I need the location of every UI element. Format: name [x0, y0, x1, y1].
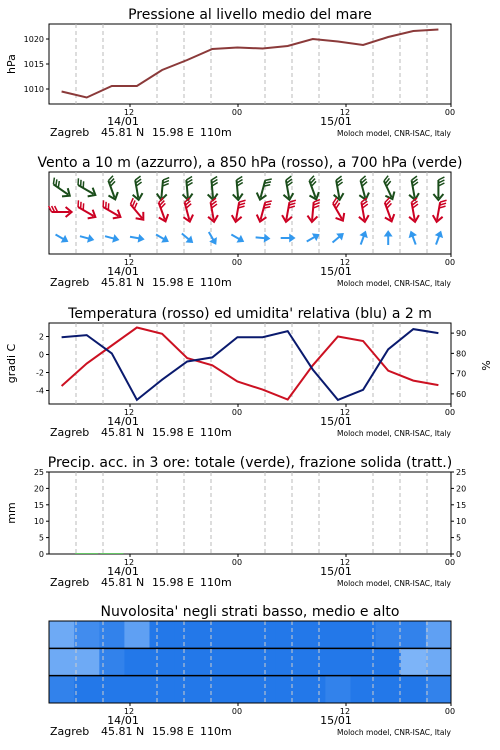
wind-barb	[385, 231, 392, 245]
location-lon: 15.98 E	[152, 276, 194, 289]
date-label: 14/01	[107, 265, 139, 278]
arrow-head	[62, 236, 70, 245]
y-tick-label: 25	[456, 468, 467, 477]
chart-title: Nuvolosita' negli strati basso, medio e alto	[100, 604, 400, 620]
y-axis-label: hPa	[5, 54, 18, 74]
date-label: 15/01	[320, 415, 352, 428]
cloud-cell	[325, 621, 351, 648]
date-label: 14/01	[107, 415, 139, 428]
y-axis-label: mm	[5, 502, 18, 524]
wind-barb	[79, 233, 94, 243]
y-tick-label: 15	[456, 500, 467, 510]
arrow-head	[436, 230, 444, 237]
cloud-cell	[124, 676, 150, 703]
arrow-head	[385, 231, 392, 236]
arrow-head	[360, 230, 368, 237]
y-tick-label: 0	[38, 350, 44, 360]
cloud-cell	[225, 676, 251, 703]
x-tick-label: 12	[339, 408, 351, 417]
plot-frame	[49, 472, 451, 554]
time-axis	[50, 254, 455, 289]
cloud-cell	[150, 676, 176, 703]
location-city: Zagreb	[50, 426, 90, 439]
wind-barb	[433, 230, 444, 246]
cloud-cell	[325, 648, 351, 675]
cloud-cell	[351, 676, 377, 703]
x-tick-label: 12	[123, 558, 135, 567]
y-tick-label: 5	[38, 533, 44, 543]
x-tick-label: 12	[123, 258, 135, 267]
date-label: 15/01	[320, 565, 352, 578]
model-credit: Moloch model, CNR-ISAC, Italy	[337, 129, 451, 138]
pressure-line	[62, 30, 439, 98]
wind-barb	[255, 176, 272, 201]
x-tick-label: 00	[231, 108, 243, 117]
cloud-cell	[200, 621, 226, 648]
cloud-cell	[300, 621, 326, 648]
cloud-cell	[250, 676, 276, 703]
wind-barb	[205, 198, 220, 223]
y-tick-label: 2	[38, 332, 44, 342]
wind-barb	[281, 198, 296, 223]
cloud-cell	[351, 621, 377, 648]
cloud-cell	[175, 621, 201, 648]
cloud-cell	[74, 676, 100, 703]
location-lat: 45.81 N	[101, 725, 145, 738]
wind-barb	[356, 198, 371, 223]
cloud-cell	[49, 621, 75, 648]
date-label: 15/01	[320, 714, 352, 727]
cloud-cell	[225, 621, 251, 648]
cloud-cell	[250, 648, 276, 675]
chart-title: Vento a 10 m (azzurro), a 850 hPa (rosso), a 700 hPa (verde)	[37, 155, 463, 171]
cloud-cell	[401, 621, 427, 648]
wind-barb	[330, 231, 345, 245]
wind-barb	[331, 176, 346, 201]
cloud-cell	[376, 648, 402, 675]
wind-barb	[181, 177, 194, 201]
cloud-cell	[376, 676, 402, 703]
y-tick-label: 15	[33, 500, 44, 510]
plot-frame	[49, 323, 451, 404]
time-axis	[50, 404, 455, 439]
x-tick-label: 12	[339, 707, 351, 716]
wind-barb	[432, 198, 447, 223]
location-elev: 110m	[200, 576, 232, 589]
precip-bar	[100, 553, 123, 554]
x-tick-label: 12	[123, 408, 135, 417]
wind-barb	[206, 230, 219, 246]
cloud-cell	[200, 648, 226, 675]
x-tick-label: 12	[339, 258, 351, 267]
wind-barb	[130, 176, 145, 201]
location-lat: 45.81 N	[101, 276, 145, 289]
wind-barb	[54, 231, 70, 244]
cloud-cell	[376, 621, 402, 648]
location-lat: 45.81 N	[101, 576, 145, 589]
x-tick-label: 00	[231, 558, 243, 567]
date-label: 14/01	[107, 714, 139, 727]
wind-barb	[433, 177, 444, 200]
location-elev: 110m	[200, 126, 232, 139]
wind-barb	[408, 230, 419, 246]
chart-title: Pressione al livello medio del mare	[128, 7, 372, 23]
x-tick-label: 00	[444, 258, 456, 267]
wind-barb	[73, 200, 98, 221]
date-label: 14/01	[107, 115, 139, 128]
y-tick-label: 80	[456, 349, 467, 359]
cloud-cell	[250, 621, 276, 648]
wind-barb	[206, 177, 219, 201]
wind-barb	[379, 198, 397, 223]
location-city: Zagreb	[50, 126, 90, 139]
wind-barb	[98, 200, 123, 221]
wind-barb	[231, 198, 246, 223]
x-tick-label: 00	[231, 707, 243, 716]
cloud-cell	[401, 648, 427, 675]
cloud-cell	[49, 676, 75, 703]
y-tick-label: 0	[456, 550, 462, 559]
y-axis-label: %	[480, 360, 493, 371]
wind-barb	[378, 176, 398, 201]
wind-barb	[179, 198, 196, 223]
wind-barb	[156, 177, 169, 201]
location-city: Zagreb	[50, 725, 90, 738]
model-credit: Moloch model, CNR-ISAC, Italy	[337, 279, 451, 288]
arrow-head	[210, 238, 219, 246]
location-elev: 110m	[200, 276, 232, 289]
arrow-head	[138, 235, 144, 243]
wind-barb	[180, 231, 195, 245]
x-tick-label: 00	[444, 558, 456, 567]
y-tick-label: -2	[36, 368, 44, 378]
wind-barb	[104, 233, 119, 243]
cloud-cell	[351, 648, 377, 675]
cloud-cell	[150, 648, 176, 675]
location-elev: 110m	[200, 426, 232, 439]
cloud-cell	[325, 676, 351, 703]
location-lon: 15.98 E	[152, 426, 194, 439]
x-tick-label: 12	[123, 108, 135, 117]
cloud-cell	[275, 648, 301, 675]
wind-barb	[255, 198, 272, 223]
chart-title: Temperatura (rosso) ed umidita' relativa (blu) a 2 m	[68, 306, 432, 322]
wind-barb	[129, 233, 144, 242]
y-tick-label: 25	[33, 468, 44, 477]
x-tick-label: 00	[444, 408, 456, 417]
cloud-cell	[300, 676, 326, 703]
y-tick-label: 10	[456, 517, 467, 527]
date-label: 15/01	[320, 265, 352, 278]
cloud-cell	[275, 621, 301, 648]
y-tick-label: 20	[33, 484, 44, 494]
location-city: Zagreb	[50, 276, 90, 289]
cloud-cell	[124, 648, 150, 675]
wind-barb	[305, 231, 321, 244]
wind-barb	[73, 178, 98, 199]
time-axis	[50, 104, 455, 139]
arrow-head	[237, 236, 245, 245]
y-tick-label: 70	[456, 369, 467, 379]
cloud-cell	[225, 648, 251, 675]
wind-barb	[357, 230, 368, 246]
precip-bar	[75, 553, 98, 554]
wind-barb	[125, 198, 148, 223]
cloud-cell	[300, 648, 326, 675]
cloud-cell	[124, 621, 150, 648]
wind-barb	[355, 176, 372, 201]
cloud-cell	[175, 648, 201, 675]
cloud-cell	[200, 676, 226, 703]
wind-barb	[406, 198, 421, 223]
date-label: 15/01	[320, 115, 352, 128]
model-credit: Moloch model, CNR-ISAC, Italy	[337, 579, 451, 588]
wind-barb	[307, 199, 320, 223]
cloud-cell	[74, 648, 100, 675]
wind-barb	[153, 198, 171, 223]
wind-barb	[49, 206, 72, 217]
location-elev: 110m	[200, 725, 232, 738]
y-tick-label: 1020	[23, 35, 44, 44]
cloud-cell	[150, 621, 176, 648]
arrow-head	[264, 235, 270, 242]
barb-feather	[438, 177, 444, 180]
arrow-head	[408, 230, 416, 237]
time-axis	[50, 703, 455, 738]
location-lon: 15.98 E	[152, 126, 194, 139]
cloud-cell	[426, 676, 452, 703]
cloud-cell	[426, 648, 452, 675]
wind-barb	[48, 178, 73, 200]
x-tick-label: 00	[444, 108, 456, 117]
cloud-cell	[401, 676, 427, 703]
y-tick-label: -4	[36, 386, 44, 396]
wind-barb	[231, 177, 244, 201]
y-tick-label: 1010	[23, 85, 44, 94]
location-lat: 45.81 N	[101, 126, 145, 139]
cloud-cell	[426, 621, 452, 648]
wind-barb	[103, 176, 121, 201]
x-tick-label: 12	[339, 108, 351, 117]
time-axis	[50, 554, 455, 589]
wind-barb	[281, 176, 296, 201]
wind-barb	[327, 198, 348, 223]
y-tick-label: 1015	[23, 60, 44, 69]
wind-barb	[281, 235, 295, 242]
y-axis-label: gradi C	[5, 343, 18, 384]
y-tick-label: 10	[33, 517, 44, 527]
cloud-cell	[175, 676, 201, 703]
date-label: 14/01	[107, 565, 139, 578]
location-lon: 15.98 E	[152, 725, 194, 738]
y-tick-label: 20	[456, 484, 467, 494]
cloud-cell	[275, 676, 301, 703]
x-tick-label: 12	[339, 558, 351, 567]
wind-barb	[406, 176, 421, 201]
cloud-cell	[49, 648, 75, 675]
y-tick-label: 5	[456, 533, 462, 543]
y-tick-label: 60	[456, 389, 467, 399]
x-tick-label: 00	[444, 707, 456, 716]
model-credit: Moloch model, CNR-ISAC, Italy	[337, 728, 451, 737]
location-lat: 45.81 N	[101, 426, 145, 439]
model-credit: Moloch model, CNR-ISAC, Italy	[337, 429, 451, 438]
cloud-cell	[74, 621, 100, 648]
arrow-head	[88, 235, 95, 243]
y-tick-label: 0	[38, 550, 44, 559]
x-tick-label: 00	[231, 258, 243, 267]
arrow-head	[162, 236, 170, 245]
wind-barb	[255, 234, 270, 242]
x-tick-label: 00	[231, 408, 243, 417]
chart-title: Precip. acc. in 3 ore: totale (verde), frazione solida (tratt.)	[47, 455, 453, 471]
x-tick-label: 12	[123, 707, 135, 716]
location-city: Zagreb	[50, 576, 90, 589]
y-tick-label: 90	[456, 329, 467, 339]
location-lon: 15.98 E	[152, 576, 194, 589]
wind-barb	[230, 231, 246, 244]
arrow-head	[113, 235, 120, 243]
